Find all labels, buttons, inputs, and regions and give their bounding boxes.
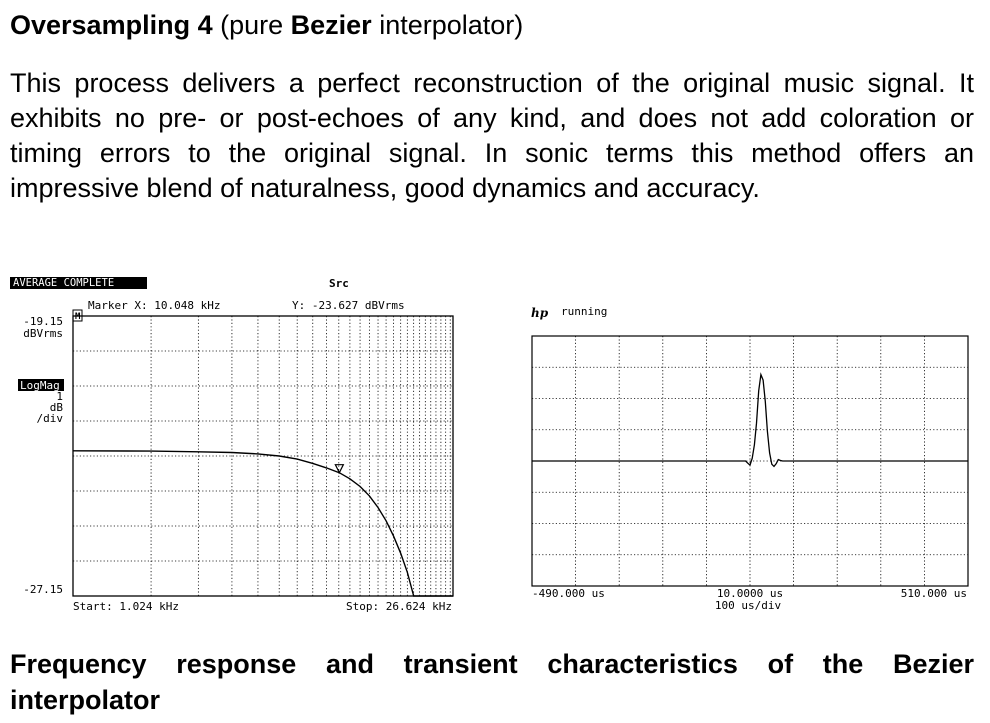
start-freq-label: Start: 1.024 kHz xyxy=(73,600,179,613)
marker-y-readout: Y: -23.627 dBVrms xyxy=(292,299,405,312)
stop-freq-label: Stop: 26.624 kHz xyxy=(346,600,452,613)
transient-chart xyxy=(531,305,968,612)
running-status-label: running xyxy=(561,305,608,318)
frequency-response-chart xyxy=(10,277,453,613)
figure-caption: Frequency response and transient characteristics of the Bezier interpolator xyxy=(10,649,974,715)
marker-x-readout: Marker X: 10.048 kHz xyxy=(88,299,221,312)
scale-per-div-1: 1 xyxy=(56,390,63,403)
marker-box-glyph: M xyxy=(75,312,81,322)
hp-logo: hp xyxy=(531,306,549,320)
x-scale-label: 100 us/div xyxy=(714,599,782,612)
x-center-label: 10.0000 us xyxy=(716,587,784,600)
frequency-response-curve xyxy=(73,451,453,596)
source-label: Src xyxy=(329,277,349,290)
description-paragraph: This process delivers a perfect reconstruction of the original music signal. It exhibits no pre- or post-echoes of any kind, and does not add coloration or timing errors to the original signal. In sonic terms this method offers an impressive blend of naturalness, good dynamics and accuracy. xyxy=(10,68,974,203)
status-label: AVERAGE COMPLETE xyxy=(13,277,115,289)
top-value-label: -19.15 xyxy=(23,315,63,328)
bottom-value-label: -27.15 xyxy=(23,583,63,596)
x-start-label: -490.000 us xyxy=(532,587,605,600)
frequency-grid xyxy=(73,316,453,596)
scale-per-div-3: /div xyxy=(36,412,63,425)
scale-per-div-2: dB xyxy=(49,401,63,414)
x-end-label: 510.000 us xyxy=(900,587,967,600)
top-unit-label: dBVrms xyxy=(23,327,63,340)
scale-mode-label: LogMag xyxy=(20,379,60,392)
section-heading: Oversampling 4 (pure Bezier interpolator) xyxy=(10,10,524,40)
